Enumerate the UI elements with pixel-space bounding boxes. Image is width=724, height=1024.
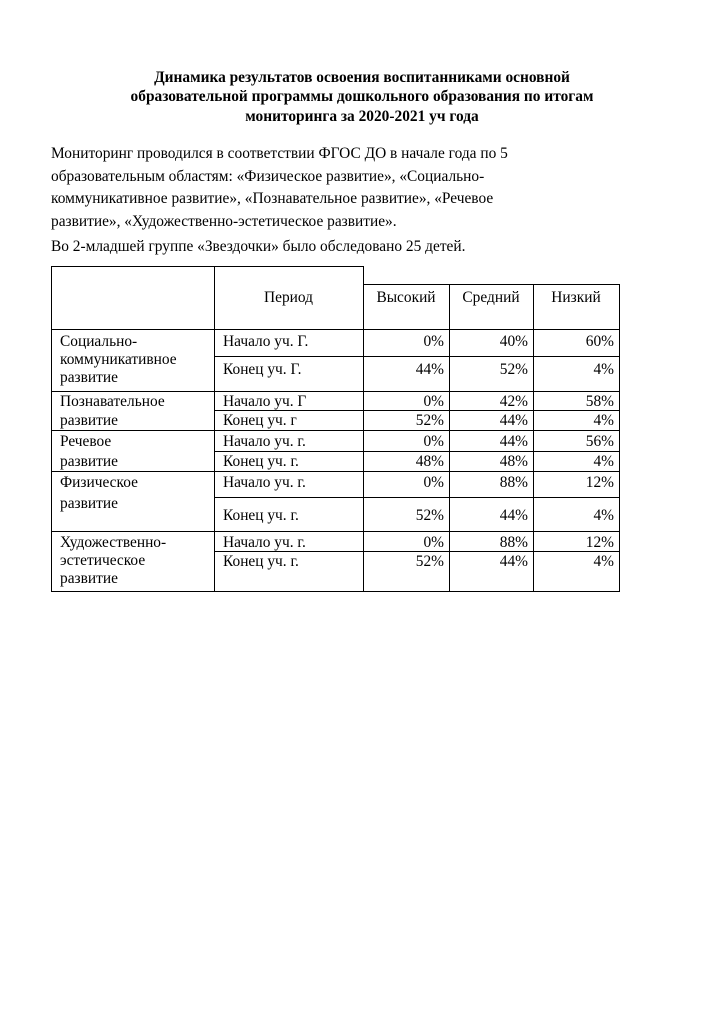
period-cell: Начало уч. г.: [223, 474, 306, 491]
header-high: Высокий: [376, 289, 436, 306]
header-period: Период: [264, 289, 313, 306]
period-cell: Начало уч. г.: [223, 534, 306, 551]
document-title-line: Динамика результатов освоения воспитанниками основной: [154, 69, 570, 86]
period-cell: Конец уч. г.: [223, 553, 299, 570]
intro-line: образовательным областям: «Физическое развитие», «Социально-: [51, 167, 485, 185]
period-cell: Конец уч. г.: [223, 453, 299, 470]
period-cell: Конец уч. г.: [223, 507, 299, 524]
low-cell: 12%: [585, 534, 614, 551]
table-rule: [51, 266, 52, 592]
intro-line: развитие», «Художественно-эстетическое развитие».: [51, 212, 397, 230]
area-label-line: Познавательное: [60, 393, 165, 410]
table-rule: [619, 284, 620, 592]
high-cell: 0%: [423, 474, 444, 491]
period-cell: Начало уч. Г: [223, 393, 307, 410]
medium-cell: 44%: [499, 412, 528, 429]
medium-cell: 52%: [499, 361, 528, 378]
area-label-line: Социально-: [60, 333, 138, 350]
area-label: [60, 534, 166, 588]
header-medium: Средний: [462, 289, 520, 306]
area-label-line: Художественно-: [60, 534, 167, 551]
period-cell: Конец уч. г: [223, 412, 297, 429]
intro-line: коммуникативное развитие», «Познавательное развитие», «Речевое: [51, 190, 494, 207]
document-title-line: мониторинга за 2020-2021 уч года: [245, 107, 479, 125]
period-cell: Начало уч. Г.: [223, 333, 309, 350]
low-cell: 12%: [585, 474, 614, 491]
medium-cell: 44%: [499, 433, 528, 450]
high-cell: 52%: [415, 507, 444, 524]
table-rule: [51, 266, 363, 267]
area-label-line: Речевое: [60, 433, 112, 450]
area-label: [60, 474, 138, 513]
low-cell: 4%: [593, 412, 614, 429]
low-cell: 4%: [593, 553, 614, 570]
medium-cell: 44%: [499, 507, 528, 524]
low-cell: 4%: [593, 453, 614, 470]
low-cell: 4%: [593, 361, 614, 378]
area-label-line: развитие: [60, 495, 118, 512]
medium-cell: 88%: [499, 534, 528, 551]
table-rule: [214, 356, 619, 357]
table-rule: [214, 497, 619, 498]
medium-cell: 40%: [499, 333, 528, 350]
header-low: Низкий: [551, 289, 601, 306]
area-label-line: эстетическое: [60, 552, 146, 569]
area-label-line: Физическое: [60, 474, 138, 491]
area-label: [60, 433, 118, 471]
high-cell: 48%: [415, 453, 444, 470]
period-cell: Конец уч. Г.: [223, 361, 302, 378]
medium-cell: 42%: [499, 393, 528, 410]
area-label: [60, 333, 177, 387]
high-cell: 44%: [415, 361, 444, 378]
area-label-line: коммуникативное: [60, 351, 177, 368]
area-label-line: развитие: [60, 412, 118, 429]
table-rule: [363, 284, 619, 285]
table-rule: [214, 266, 215, 592]
area-label: [60, 393, 165, 430]
area-label-line: развитие: [60, 453, 118, 470]
medium-cell: 88%: [499, 474, 528, 491]
period-cell: Начало уч. г.: [223, 433, 306, 450]
high-cell: 0%: [423, 534, 444, 551]
low-cell: 4%: [593, 507, 614, 524]
medium-cell: 44%: [499, 553, 528, 570]
area-label-line: развитие: [60, 369, 118, 386]
high-cell: 52%: [415, 553, 444, 570]
area-label-line: развитие: [60, 570, 118, 587]
table-rule: [214, 451, 619, 452]
medium-cell: 48%: [499, 453, 528, 470]
document-title-line: образовательной программы дошкольного образования по итогам: [130, 88, 594, 106]
high-cell: 52%: [415, 412, 444, 429]
low-cell: 56%: [585, 433, 614, 450]
group-note: Во 2-младшей группе «Звездочки» было обследовано 25 детей.: [51, 238, 466, 255]
low-cell: 60%: [585, 333, 614, 350]
intro-line: Мониторинг проводился в соответствии ФГОС ДО в начале года по 5: [51, 145, 508, 162]
high-cell: 0%: [423, 433, 444, 450]
high-cell: 0%: [423, 333, 444, 350]
high-cell: 0%: [423, 393, 444, 410]
low-cell: 58%: [585, 393, 614, 410]
